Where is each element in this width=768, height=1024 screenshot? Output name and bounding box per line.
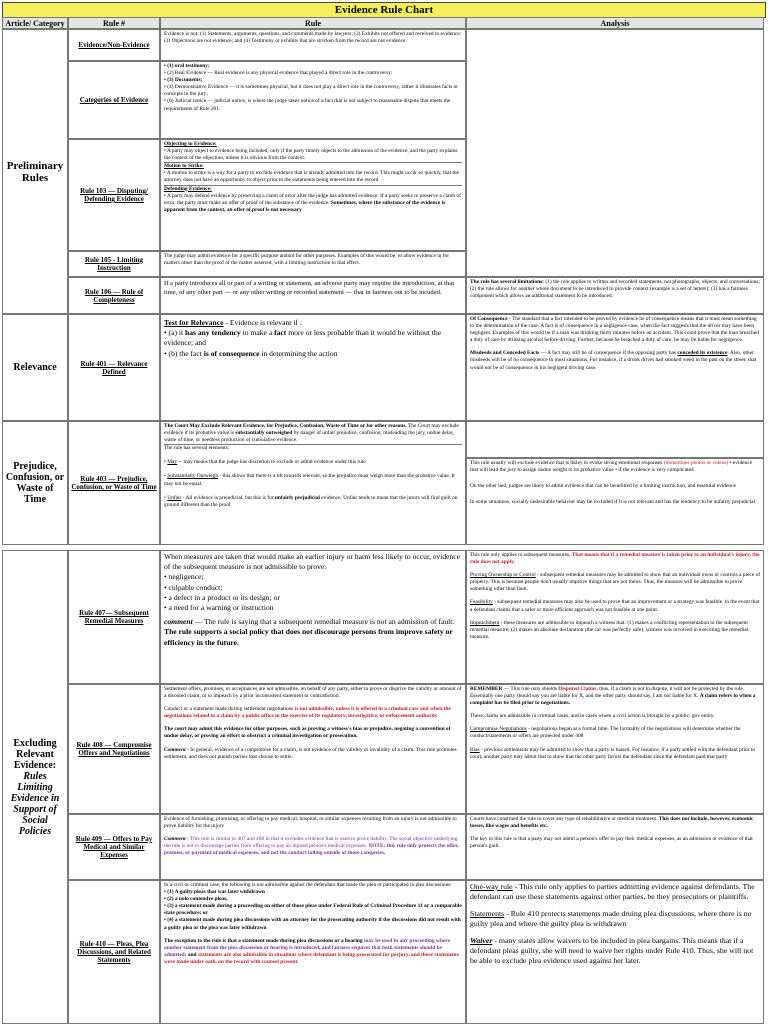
- rule-text-evidence: [160, 29, 466, 61]
- rule-text-evidence-body: Evidence is not: (1) Statements, arguments, questions, and comments made by lawyers; (2) Exhibits not offered and received in evidence; (3) Objections are not evidence; and (4) Testimony or exhibits that are stricken from the record are not evidence.: [164, 31, 462, 45]
- rule-407-item: • negligence;: [164, 572, 204, 582]
- rule-409: Rule 409 — Offers to Pay Medical and Similar Expenses: [68, 814, 160, 880]
- rule-text-407: [160, 550, 466, 684]
- analysis-403-para: In some situations, socially undesirable behavior may be excluded if it is not relevant and has the tendency to be unfairly prejudicial: [470, 499, 756, 506]
- defending-heading: Defending Evidence:: [164, 185, 212, 192]
- rule-103: Rule 103 — Disputing/ Defending Evidence: [68, 139, 160, 251]
- analysis-403-empty: [466, 421, 764, 458]
- header-analysis: Analysis: [466, 17, 764, 29]
- analysis-407: [466, 550, 764, 684]
- rule-408-para: Conduct or a statement made during settlement negotiations is not admissible, unless it is offered in a criminal case and when the negotiations related to a claim by a public office in the exercise of its regulatory, investigative, or enforcement authority: [164, 706, 451, 720]
- header-rule: Rule: [160, 17, 466, 29]
- analysis-408-para: These claims are admissible in criminal cases, and in cases where a civil action is brought by a public/ gov entity.: [470, 713, 715, 720]
- rule-407-item: • a defect in a product or its design; or: [164, 592, 280, 602]
- category-preliminary: Preliminary Rules: [2, 29, 68, 314]
- category-relevance: Relevance: [2, 314, 68, 421]
- rule-403-element-unfair: • Unfair - All evidence is prejudicial, but this is for unfairly prejudicial evidence. Unfair tends to mean that the jurors will find guilt on ground different than the proof: [164, 494, 458, 508]
- rule-text-103: [160, 139, 466, 251]
- rule-evidence-non-evidence: Evidence/Non-Evidence: [68, 29, 160, 61]
- category-excluding-subtitle: Rules Limiting Evidence in Support of Social Policies: [10, 770, 60, 837]
- rule-text-105-body: The judge may admit evidence for a specific purpose andnot for other purposes. Examples of this would be, to allow evidence in for matters other than the proof of the matter asserted, with a limiting instruction to that effect.: [164, 253, 450, 267]
- analysis-407-ownership: Proving Ownership or Control - subsequent remedial measures may be admitted to show that an individual owns or controls a piece of property. This is because people don't usually improve things that are not theirs. Thus, the measure will be admissible to prove something other than fault.: [470, 572, 760, 593]
- rule-403-summary: The Court May Exclude Relevant Evidence, for Prejudice, Confusion, Waste of Time or for other reasons. The Court may exclude evidence if its probative value is substantially outweighed by danger of unfair prejudice, confusion, misleading the jury, undue delay, waste of time, or needless production of cumulative evidence.: [164, 423, 459, 444]
- rule-410: Rule 410 — Pleas, Plea Discussions, and Related Statements: [68, 880, 160, 1024]
- motion-to-strike-heading: Motion to Strike:: [164, 163, 204, 170]
- analysis-408-negotiations: Compromise Negotiations - negotiations began at a formal time. The formality of the negotiations will determine whether the conduct/statements or offers are protected under 408: [470, 726, 741, 740]
- category-item: • (1) oral testimony;: [164, 63, 210, 69]
- objecting-heading: Objecting to Evidence:: [164, 141, 217, 147]
- category-excluding-title: Excluding Relevant Evidence:: [13, 737, 57, 771]
- rule-text-categories: [160, 61, 466, 139]
- rule-text-106-body: If a party introduces all or part of a writing or statement, an adverse party may require the introduction, at that time, of any other part — or any other writing or recorded statement — that in fairness out to be incuded.: [164, 280, 455, 296]
- header-rule-number: Rule #: [68, 17, 160, 29]
- rule-410-item: • (1) A guilty pleas that was later withdrawn: [164, 889, 265, 896]
- category-item: • (4) Demonstrative Evidence — it is sometimes physical, but it does not play a direct role in the controversy, rather it illustrates facts or concepts to the jury;: [164, 84, 459, 98]
- rule-410-item: • (2) a nolo contendre pleas,: [164, 896, 228, 903]
- analysis-410-one-way: One-way rule - This rule only applies to parties admitting evidence against defendants. The defendant can use these statements against other parties, be they prosecutors or plaintiffs.: [470, 882, 755, 902]
- rule-408: Rule 408 — Compromise Offers and Negotiations: [68, 684, 160, 814]
- analysis-of-consequence: Of Consequence - The standard that a fact intended to be proved by evidence be of consequence means that it must mean something to the determination of the case. A fact is of consequence in a negligence case, when the fact suggests that the driver may have been negligent. Examples of this would be if a man was drinking thirty minutes before an accident. This could prove that the man breached a duty of care by drinking alcohol before driving. Further, because he breached a duty of care, he may be liable for negligence.: [470, 316, 759, 344]
- rule-408-comment: Comment - In general, evidence of a compromise for a claim, is not evidence of the validity or invalidity of a claim. This rule promotes settlement, and does not punish parties that choose to settle.: [164, 746, 457, 760]
- analysis-410-waiver: Waiver - many states allow waivers to be included in plea bargains. This means that if a defendant pleas guilty, she will need to waive her rights under Rule 410. Thus, she will not be able to exclude plea evidence used against her later.: [470, 935, 754, 966]
- chart-title: Evidence Rule Chart: [2, 2, 766, 18]
- rule-text-401: Test for Relevance - Evidence is relevant if : • (a) it has any tendency to make a fact more or less probable than it would be without the evidence; and • (b) the fact is of consequence in determining the action: [160, 314, 466, 421]
- category-item: • (2) Real Evidence — Real evidence is any physical evidence that played a direct role in the controversy;: [164, 70, 393, 77]
- header-category: Article/ Category: [2, 17, 68, 29]
- analysis-408-bias: Bias - previous settlements may be admitted to show that a party is biased. For instance, if a party settled with the defendant prior to court, another party may admit that to show that the other party favors the defendant since the defendant paid that party: [470, 746, 756, 760]
- rule-text-408: [160, 684, 466, 814]
- rule-409-comment: Comment - This rule is similar to 407 and 408 in that it excludes evidence that is used to prove liability. The social objective underlying the rule is not to discourage parties from offering to pay an injured person's medical expenses. NOTE: this rule only protects the offer, promise, or payment of medical expenses, and not the conduct falling outside of those categories.: [164, 836, 459, 857]
- category-excluding: [2, 550, 68, 1024]
- rule-407-item: • culpable conduct;: [164, 582, 223, 592]
- analysis-empty: [466, 29, 764, 277]
- analysis-106-body: The rule has several limitations: (1) the rule applies to written and recorded statements, not photographs, objects, and conversations; (2) the rule allows for another whole document to be introduced to provide context (example is a set of letters); (3) has a fairness component which allows an additional statement to be introduced.: [470, 279, 760, 300]
- rule-408-para: The court may admit this evidence for other purposes, such as proving a witness's bias or prejudice, negating a convention of undue delay, or proving an effort to obstruct a criminal investigation or prosecution.: [164, 726, 451, 740]
- rule-text-410: [160, 880, 466, 1024]
- test-for-relevance: Test for Relevance: [164, 318, 224, 327]
- relevance-element-b: • (b) the fact is of consequence in determining the action: [164, 348, 338, 358]
- rule-401: Rule 401 — Relevance Defined: [68, 314, 160, 421]
- rule-text-106: [160, 277, 466, 314]
- rule-409-para: Evidence of furnishing, promising, or offering to pay medical, hospital, or similar expenses resulting from an injury is not admissible to prove liability for the injury: [164, 816, 457, 830]
- rule-403-element-may: • May -- may means that the judge has discretion to exclude or admit evidence under this rule: [164, 459, 366, 466]
- analysis-407-impeachment: Impeachment - these measures are admissible to impeach a witness that: (1) makes a conflicting representation to the subsequent remedial measure; (2) makes an absolute declaration (the car was perfectly safe); witness was involved in executing the remedial measure.: [470, 619, 749, 640]
- defending-text: • A party may defend evidence by preserving a claim of error after the judge has admitted evidence. If a party seeks to preserve a claim of error, the party must make an offer of proof of the substance of the evidence. Sometimes, where the substance of the evidence is apparent from the context, an offer of proof is not necessary: [164, 192, 461, 213]
- rule-403-element-outweigh: • Substantially Outweigh - this shows that there is a tilt towards relevant, so the prejudice must weigh more than the probative value. It may not be equal.: [164, 473, 455, 487]
- category-item: • (6) Judicial notice — judicial notice, is where the judge takes notice of a fact that is not subject to reasonable dispute that meets the requirements of Rule 201.: [164, 98, 451, 112]
- analysis-409: [466, 814, 764, 880]
- rule-text-105: [160, 251, 466, 277]
- rule-407-item: • a need for a warning or instruction: [164, 603, 274, 613]
- objecting-text: • A party may object to evidence being included, only if the party timely objects to the admission of the evidence, and the party explains the context of the objection, unless it is obvious from the context.: [164, 148, 458, 162]
- rule-410-item: • (3) a statement made during a proceeding on either of those pleas under Federal Rule of Criminal Procedure 11 or a comparable state procedure; or: [164, 903, 462, 917]
- analysis-409-para: Courts have construed the rule to cover any type of rehabilitative or medical treatment. This does not include, however, economic losses, like wages and benefits etc.: [470, 816, 754, 830]
- analysis-407-para: This rule only applies to subsequent measures. That means that if a remedial measure is taken prior to an individual's injury, the rule does not apply.: [470, 552, 760, 566]
- analysis-403-para: This rule usually will exclude evidence that is likley to evoke strong emotional responses (Sometimes photos or videos) • evidence that will lead the jury to assign undue weight to its probative value • if the evidence is very complicated: [470, 460, 753, 474]
- rule-categories: Categories of Evidence: [68, 61, 160, 139]
- rule-410-exception: The exception to the rule is that a statement made during plea discussions or a hearing may be used in any proceeding where another statement from the plea discussion or hearing is introduced, and fairness requires that both statements should be admitted; and statements are also admissible in situations where defendant is being prosecuted for perjury, and those statements were made under oath, on the record with counsel present.: [164, 937, 459, 965]
- rule-407: Rule 407— Subsequent Remedial Measures: [68, 550, 160, 684]
- relevance-element-a: • (a) it has any tendency to make a fact more or less probable than it would be without the evidence; and: [164, 328, 442, 348]
- rule-407-intro: When measures are taken that would make an earlier injury or harm less likely to occur, evidence of the subsequent measure is not admissible to prove:: [164, 552, 460, 572]
- rule-106: Rule 106 — Rule of Completeness: [68, 277, 160, 314]
- category-item: • (3) Documents;: [164, 77, 203, 84]
- rule-text-403: [160, 421, 466, 545]
- rule-403: Rule 403 — Prejudice, Confusion, or Waste of Time: [68, 421, 160, 545]
- analysis-410: [466, 880, 764, 1024]
- analysis-403: [466, 458, 764, 545]
- analysis-misdeeds: Misdeeds and Conceded Facts — A fact may still be of consequence if the opposing party has conceded its existence. Also, other misdeeds will be of no consequence in most situations. For instance, if a drunk driver had smoked weed in the past on the street, that would not be of consequence in his negligent driving case.: [470, 350, 757, 371]
- analysis-401: [466, 314, 764, 421]
- analysis-408-remember: REMEMBER — This rule only shields Disputed Claims, thus, if a claim is not in dispute, it will not be protected by the rule. Essentially one party should say you are liable for X, and the other party should say, I am not liable for X. A claim refers to when a complaint has be filed prior to negotiations.: [470, 686, 756, 707]
- rule-105: Rule 105 - Limiting Instruction: [68, 251, 160, 277]
- rule-text-409: [160, 814, 466, 880]
- rule-410-intro: In a civil or criminal case, the following is not admissible against the defendant that made the plea or participated in plea discussions:: [164, 882, 452, 888]
- analysis-410-statements: Statements - Rule 410 protects statements made druing plea discussions, where there is no guilty plea and where the guilty plea is withdrawn: [470, 908, 752, 929]
- analysis-408: [466, 684, 764, 814]
- rule-408-para: Settlement offers, promises, or acceptances are not admissible, on behalf of any party, either to prove or disprive the validity or amount of a disouted claim, or to impeach by a prior inconsistent statement or contradiction.: [164, 686, 462, 700]
- analysis-403-para: On the other hed, judges are likely to admit evidence that can be benefitted by a limiting instruction, and essential evidence: [470, 483, 736, 490]
- motion-to-strike-text: • A motion to strike is a way for a party to exclude evidence that is already admitted into the record. This might occur so quickly, that the attorney does not have an opportunity to object prior to the statements being entered into the record: [164, 170, 459, 184]
- analysis-407-feasibility: Feasibility - subsequent remedial measures may also be used to prove that an improvement or a strategy was feasible. in the event that a defendant claims that a safer or more efficient approach was not feasible at one point.: [470, 599, 760, 613]
- analysis-106: [466, 277, 764, 314]
- analysis-409-para: The key to this rule is that a party may not admit a person's offer to pay their medical expenses, as an admission or evidence of that person's guilt.: [470, 836, 753, 850]
- rule-403-elements-intro: The rule has several elements:: [164, 445, 230, 452]
- rule-410-item: • (4) a statement made during plea discussions with an attorney for the prosecuting authority if the discussions did not result with a guilty plea or the plea was later withdrawn: [164, 917, 461, 931]
- category-prejudice: Prejudice, Confusion, or Waste of Time: [2, 421, 68, 545]
- rule-407-comment: comment — The rule is saying that a subsequent remedial measure is not an admission of fault. The rule supports a social policy that does not discourage persons from improve safety or efficiency in the future.: [164, 617, 455, 647]
